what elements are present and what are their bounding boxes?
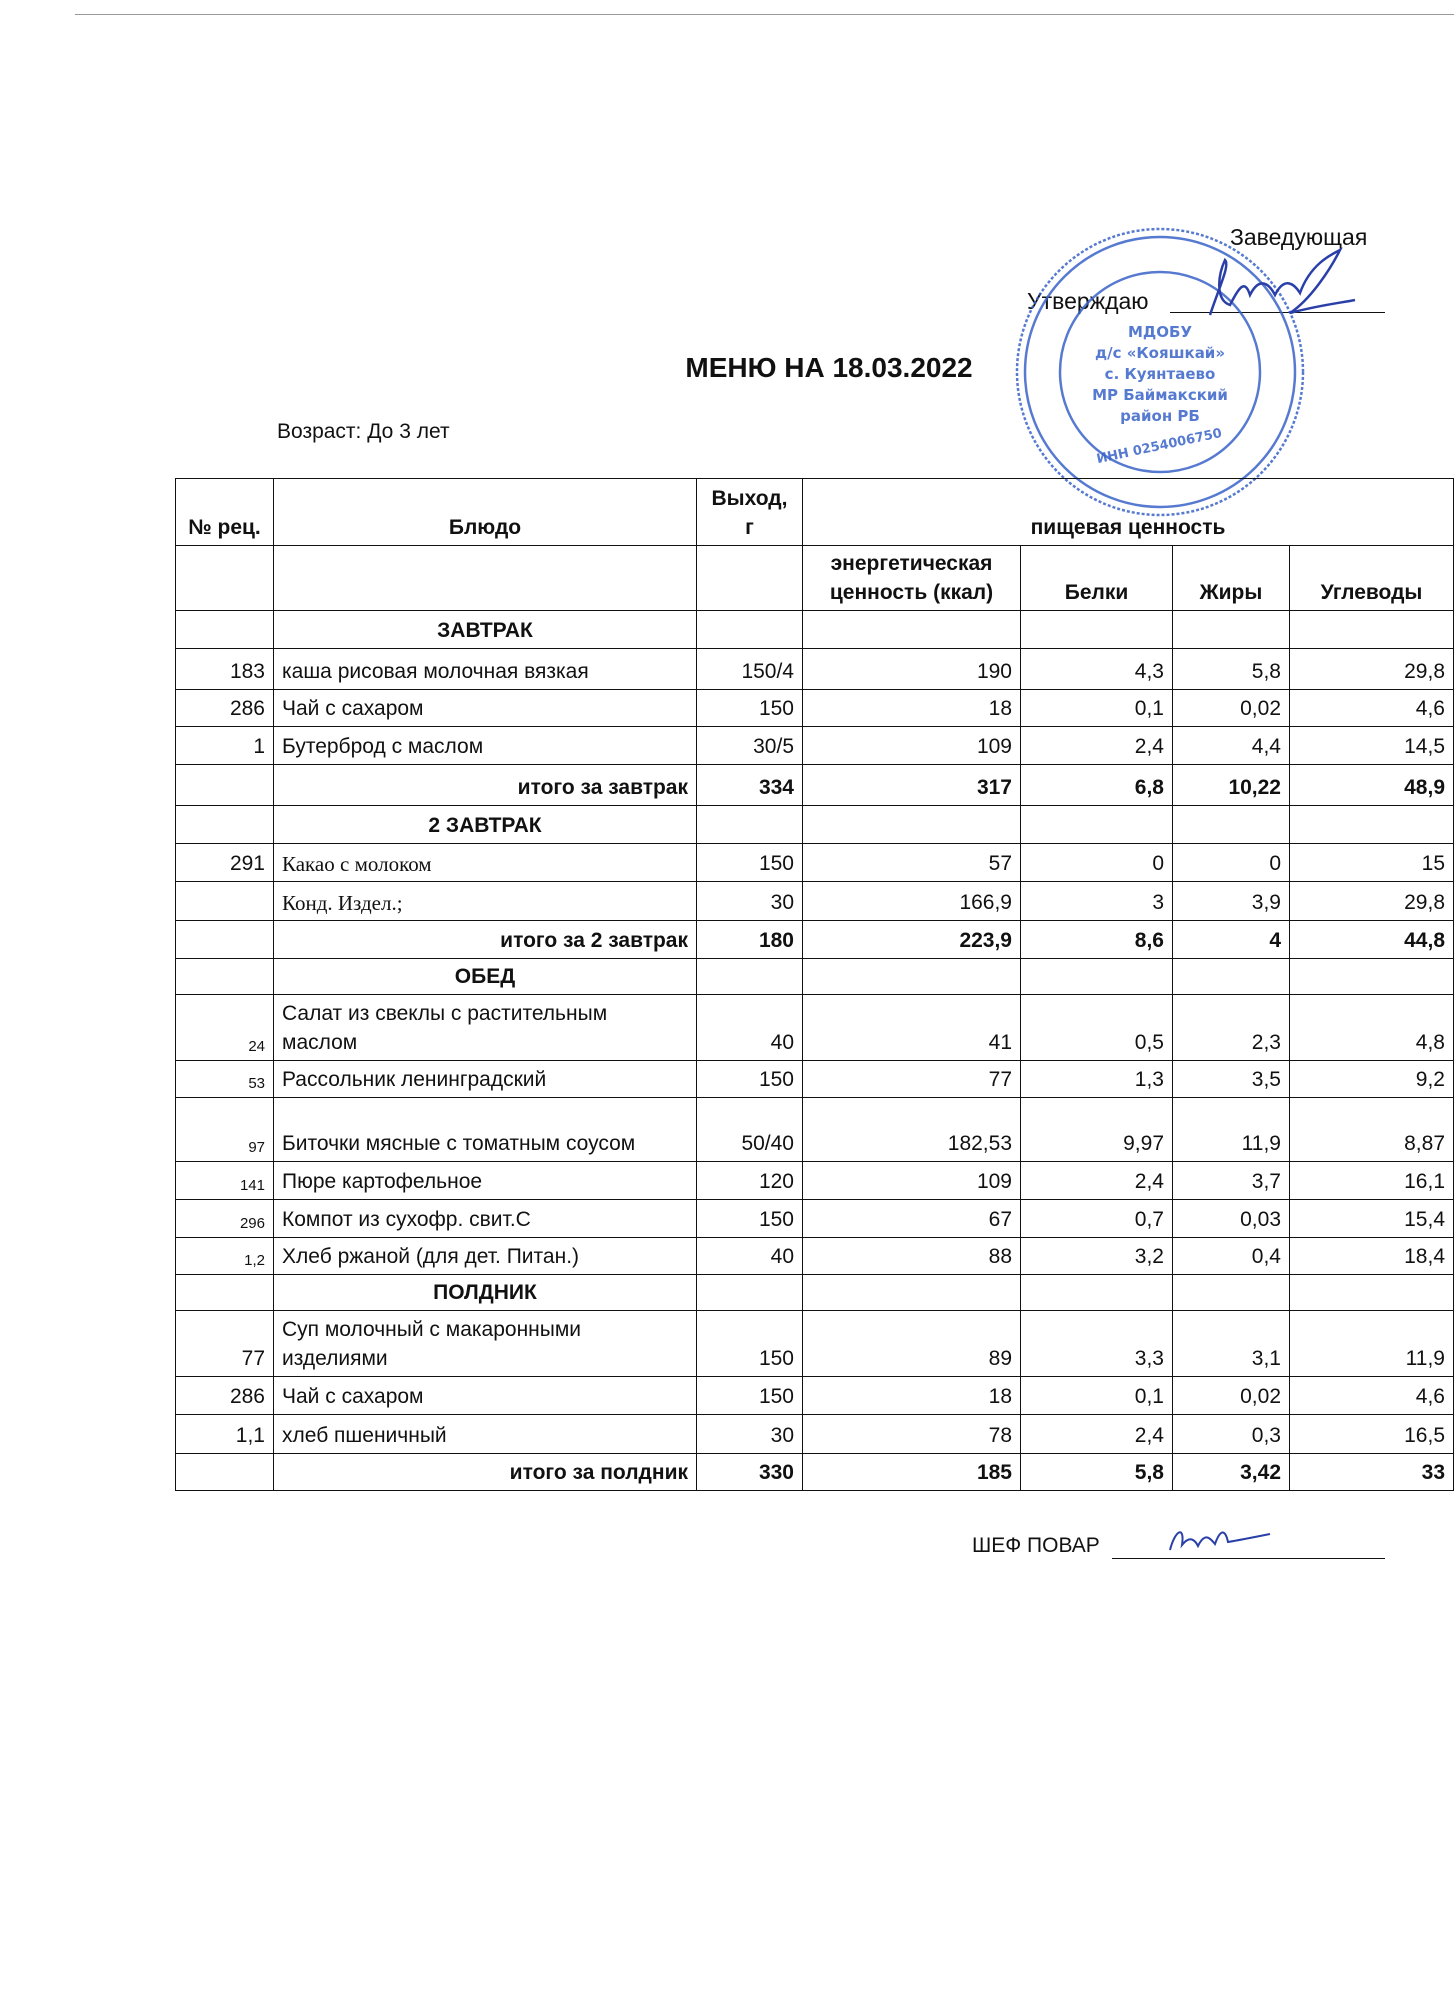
cell-fat: 0,4 xyxy=(1173,1238,1290,1275)
cell-carbs: 33 xyxy=(1290,1454,1454,1491)
cell-dish: ЗАВТРАК xyxy=(274,611,697,649)
cell-num: 77 xyxy=(176,1311,274,1377)
cell-carbs: 4,8 xyxy=(1290,995,1454,1061)
cell-protein: 3,3 xyxy=(1021,1311,1173,1377)
cell-kcal: 166,9 xyxy=(803,882,1021,921)
cell-protein: 0,7 xyxy=(1021,1200,1173,1238)
cell-fat: 5,8 xyxy=(1173,649,1290,690)
col-header-yield: Выход, г xyxy=(697,479,803,546)
cell-dish: 2 ЗАВТРАК xyxy=(274,806,697,844)
cell-num: 141 xyxy=(176,1162,274,1200)
cell-carbs: 15,4 xyxy=(1290,1200,1454,1238)
cell-num xyxy=(176,882,274,921)
cell-kcal: 317 xyxy=(803,765,1021,806)
total-row xyxy=(176,765,1454,806)
stamp-line: ИНН 0254006750 xyxy=(1095,425,1224,468)
cell-fat xyxy=(1173,959,1290,995)
cell-fat xyxy=(1173,611,1290,649)
cell-yield xyxy=(697,806,803,844)
stamp-line: д/с «Кояшкай» xyxy=(1094,344,1226,362)
total-row xyxy=(176,1454,1454,1491)
cell-dish: Биточки мясные с томатным соусом xyxy=(274,1098,697,1162)
cell-num xyxy=(176,1454,274,1491)
cell-carbs: 18,4 xyxy=(1290,1238,1454,1275)
cell-carbs: 4,6 xyxy=(1290,690,1454,727)
cell-yield: 40 xyxy=(697,1238,803,1275)
cell-yield: 150 xyxy=(697,1377,803,1415)
cell-carbs: 15 xyxy=(1290,844,1454,882)
cell-kcal: 41 xyxy=(803,995,1021,1061)
cell-yield: 150 xyxy=(697,1200,803,1238)
cell-yield: 150 xyxy=(697,844,803,882)
cell-kcal xyxy=(803,959,1021,995)
cell-fat: 3,9 xyxy=(1173,882,1290,921)
cell-carbs: 4,6 xyxy=(1290,1377,1454,1415)
cell-protein xyxy=(1021,1275,1173,1311)
cell-kcal: 57 xyxy=(803,844,1021,882)
cell-kcal: 185 xyxy=(803,1454,1021,1491)
cell-carbs: 9,2 xyxy=(1290,1061,1454,1098)
cell-yield xyxy=(697,959,803,995)
cell-yield: 50/40 xyxy=(697,1098,803,1162)
cell-fat: 4 xyxy=(1173,921,1290,959)
cell-num xyxy=(176,611,274,649)
cell-carbs xyxy=(1290,806,1454,844)
cell-protein: 8,6 xyxy=(1021,921,1173,959)
cell-fat: 2,3 xyxy=(1173,995,1290,1061)
cell-fat: 0,3 xyxy=(1173,1415,1290,1454)
cell-kcal: 88 xyxy=(803,1238,1021,1275)
cell-kcal: 109 xyxy=(803,727,1021,765)
cell-kcal: 190 xyxy=(803,649,1021,690)
cell-fat: 3,5 xyxy=(1173,1061,1290,1098)
table-row xyxy=(176,1061,1454,1098)
cell-kcal: 18 xyxy=(803,690,1021,727)
cell-fat: 0 xyxy=(1173,844,1290,882)
cell-dish: Пюре картофельное xyxy=(274,1162,697,1200)
cell-protein: 2,4 xyxy=(1021,1415,1173,1454)
section-row xyxy=(176,959,1454,995)
cell-kcal xyxy=(803,1275,1021,1311)
cell-kcal xyxy=(803,611,1021,649)
cell-kcal: 67 xyxy=(803,1200,1021,1238)
cell-fat: 10,22 xyxy=(1173,765,1290,806)
cell-yield: 334 xyxy=(697,765,803,806)
approve-label: Утверждаю xyxy=(1027,288,1149,314)
header-row xyxy=(176,479,1454,546)
cell-protein: 0,1 xyxy=(1021,1377,1173,1415)
cell-fat xyxy=(1173,1275,1290,1311)
stamp-line: с. Куянтаево xyxy=(1104,365,1216,383)
cell-protein: 6,8 xyxy=(1021,765,1173,806)
cell-num xyxy=(176,1275,274,1311)
cell-num: 53 xyxy=(176,1061,274,1098)
cell-fat: 11,9 xyxy=(1173,1098,1290,1162)
cell-fat: 3,7 xyxy=(1173,1162,1290,1200)
table-row xyxy=(176,1200,1454,1238)
table-row xyxy=(176,1238,1454,1275)
cell-carbs xyxy=(1290,1275,1454,1311)
cell-dish: итого за 2 завтрак xyxy=(274,921,697,959)
cell-yield: 40 xyxy=(697,995,803,1061)
cell-kcal: 109 xyxy=(803,1162,1021,1200)
cell-carbs xyxy=(1290,959,1454,995)
scan-edge-line xyxy=(75,14,1454,15)
chef-signature xyxy=(1160,1520,1280,1560)
cell-yield: 150 xyxy=(697,690,803,727)
cell-carbs: 29,8 xyxy=(1290,649,1454,690)
cell-dish: Рассольник ленинградский xyxy=(274,1061,697,1098)
cell-protein: 0,1 xyxy=(1021,690,1173,727)
head-role: Заведующая xyxy=(1230,224,1368,250)
col-header-nutrition: пищевая ценность xyxy=(803,479,1454,546)
cell-yield: 180 xyxy=(697,921,803,959)
cell-kcal: 78 xyxy=(803,1415,1021,1454)
cell-num: 1 xyxy=(176,727,274,765)
cell-num: 183 xyxy=(176,649,274,690)
stamp-line: МР Баймакский xyxy=(1092,386,1228,404)
cell-yield: 30/5 xyxy=(697,727,803,765)
section-row xyxy=(176,1275,1454,1311)
cell-num xyxy=(176,959,274,995)
cell-dish: Чай с сахаром xyxy=(274,690,697,727)
col-header-protein: Белки xyxy=(1021,546,1173,611)
table-row xyxy=(176,1415,1454,1454)
cell-yield: 150 xyxy=(697,1311,803,1377)
cell-protein: 5,8 xyxy=(1021,1454,1173,1491)
cell-fat: 4,4 xyxy=(1173,727,1290,765)
cell-yield xyxy=(697,611,803,649)
cell-dish: ОБЕД xyxy=(274,959,697,995)
cell-dish: Суп молочный с макаронными изделиями xyxy=(274,1311,697,1377)
cell-fat: 0,02 xyxy=(1173,1377,1290,1415)
section-row xyxy=(176,611,1454,649)
cell-yield: 30 xyxy=(697,882,803,921)
cell-num xyxy=(176,921,274,959)
cell-carbs: 16,1 xyxy=(1290,1162,1454,1200)
age-label: Возраст: До 3 лет xyxy=(277,420,450,443)
cell-protein: 0 xyxy=(1021,844,1173,882)
cell-num xyxy=(176,806,274,844)
cell-protein: 9,97 xyxy=(1021,1098,1173,1162)
cell-dish: ПОЛДНИК xyxy=(274,1275,697,1311)
cell-yield: 150 xyxy=(697,1061,803,1098)
cell-num: 1,2 xyxy=(176,1238,274,1275)
cell-dish: Бутерброд с маслом xyxy=(274,727,697,765)
table-row xyxy=(176,1162,1454,1200)
cell-yield: 330 xyxy=(697,1454,803,1491)
cell-yield: 120 xyxy=(697,1162,803,1200)
cell-protein xyxy=(1021,806,1173,844)
col-header-num: № рец. xyxy=(176,479,274,546)
cell-kcal: 89 xyxy=(803,1311,1021,1377)
director-signature xyxy=(1190,245,1360,325)
chef-label: ШЕФ ПОВАР xyxy=(972,1534,1100,1557)
cell-num: 291 xyxy=(176,844,274,882)
stamp-line: МДОБУ xyxy=(1127,323,1193,341)
table-row xyxy=(176,1377,1454,1415)
cell-dish: Конд. Издел.; xyxy=(274,882,697,921)
cell-carbs: 11,9 xyxy=(1290,1311,1454,1377)
table-row xyxy=(176,1311,1454,1377)
table-row xyxy=(176,649,1454,690)
cell-fat: 0,02 xyxy=(1173,690,1290,727)
col-header-dish: Блюдо xyxy=(274,479,697,546)
cell-protein: 3 xyxy=(1021,882,1173,921)
cell-num: 286 xyxy=(176,1377,274,1415)
table-row xyxy=(176,882,1454,921)
cell-yield: 150/4 xyxy=(697,649,803,690)
cell-fat: 0,03 xyxy=(1173,1200,1290,1238)
page-title: МЕНЮ НА 18.03.2022 xyxy=(685,352,973,383)
cell-num: 286 xyxy=(176,690,274,727)
col-header-carbs: Углеводы xyxy=(1290,546,1454,611)
cell-carbs: 29,8 xyxy=(1290,882,1454,921)
cell-dish: итого за полдник xyxy=(274,1454,697,1491)
cell-dish: хлеб пшеничный xyxy=(274,1415,697,1454)
table-row xyxy=(176,727,1454,765)
total-row xyxy=(176,921,1454,959)
cell-num: 296 xyxy=(176,1200,274,1238)
cell-yield xyxy=(697,1275,803,1311)
cell-carbs: 48,9 xyxy=(1290,765,1454,806)
cell-num xyxy=(176,765,274,806)
cell-fat: 3,42 xyxy=(1173,1454,1290,1491)
col-header-kcal: энергетическая ценность (ккал) xyxy=(803,546,1021,611)
cell-kcal: 223,9 xyxy=(803,921,1021,959)
cell-dish: каша рисовая молочная вязкая xyxy=(274,649,697,690)
cell-protein: 2,4 xyxy=(1021,727,1173,765)
cell-carbs xyxy=(1290,611,1454,649)
cell-carbs: 14,5 xyxy=(1290,727,1454,765)
cell-yield: 30 xyxy=(697,1415,803,1454)
cell-protein xyxy=(1021,959,1173,995)
cell-num: 97 xyxy=(176,1098,274,1162)
cell-dish: итого за завтрак xyxy=(274,765,697,806)
table-row xyxy=(176,995,1454,1061)
section-row xyxy=(176,806,1454,844)
cell-protein: 2,4 xyxy=(1021,1162,1173,1200)
cell-dish: Хлеб ржаной (для дет. Питан.) xyxy=(274,1238,697,1275)
cell-dish: Салат из свеклы с растительным маслом xyxy=(274,995,697,1061)
cell-kcal: 18 xyxy=(803,1377,1021,1415)
cell-protein: 1,3 xyxy=(1021,1061,1173,1098)
cell-carbs: 8,87 xyxy=(1290,1098,1454,1162)
cell-kcal: 182,53 xyxy=(803,1098,1021,1162)
stamp-line: район РБ xyxy=(1120,407,1200,425)
cell-kcal xyxy=(803,806,1021,844)
cell-dish: Чай с сахаром xyxy=(274,1377,697,1415)
table-row xyxy=(176,690,1454,727)
cell-carbs: 16,5 xyxy=(1290,1415,1454,1454)
cell-protein xyxy=(1021,611,1173,649)
cell-fat: 3,1 xyxy=(1173,1311,1290,1377)
cell-carbs: 44,8 xyxy=(1290,921,1454,959)
col-header-fat: Жиры xyxy=(1173,546,1290,611)
cell-protein: 0,5 xyxy=(1021,995,1173,1061)
cell-dish: Какао с молоком xyxy=(274,844,697,882)
cell-kcal: 77 xyxy=(803,1061,1021,1098)
table-row xyxy=(176,844,1454,882)
cell-fat xyxy=(1173,806,1290,844)
cell-dish: Компот из сухофр. свит.С xyxy=(274,1200,697,1238)
cell-protein: 4,3 xyxy=(1021,649,1173,690)
table-row xyxy=(176,1098,1454,1162)
menu-table xyxy=(175,478,1454,1491)
cell-num: 24 xyxy=(176,995,274,1061)
subheader-row xyxy=(176,546,1454,611)
cell-protein: 3,2 xyxy=(1021,1238,1173,1275)
cell-num: 1,1 xyxy=(176,1415,274,1454)
